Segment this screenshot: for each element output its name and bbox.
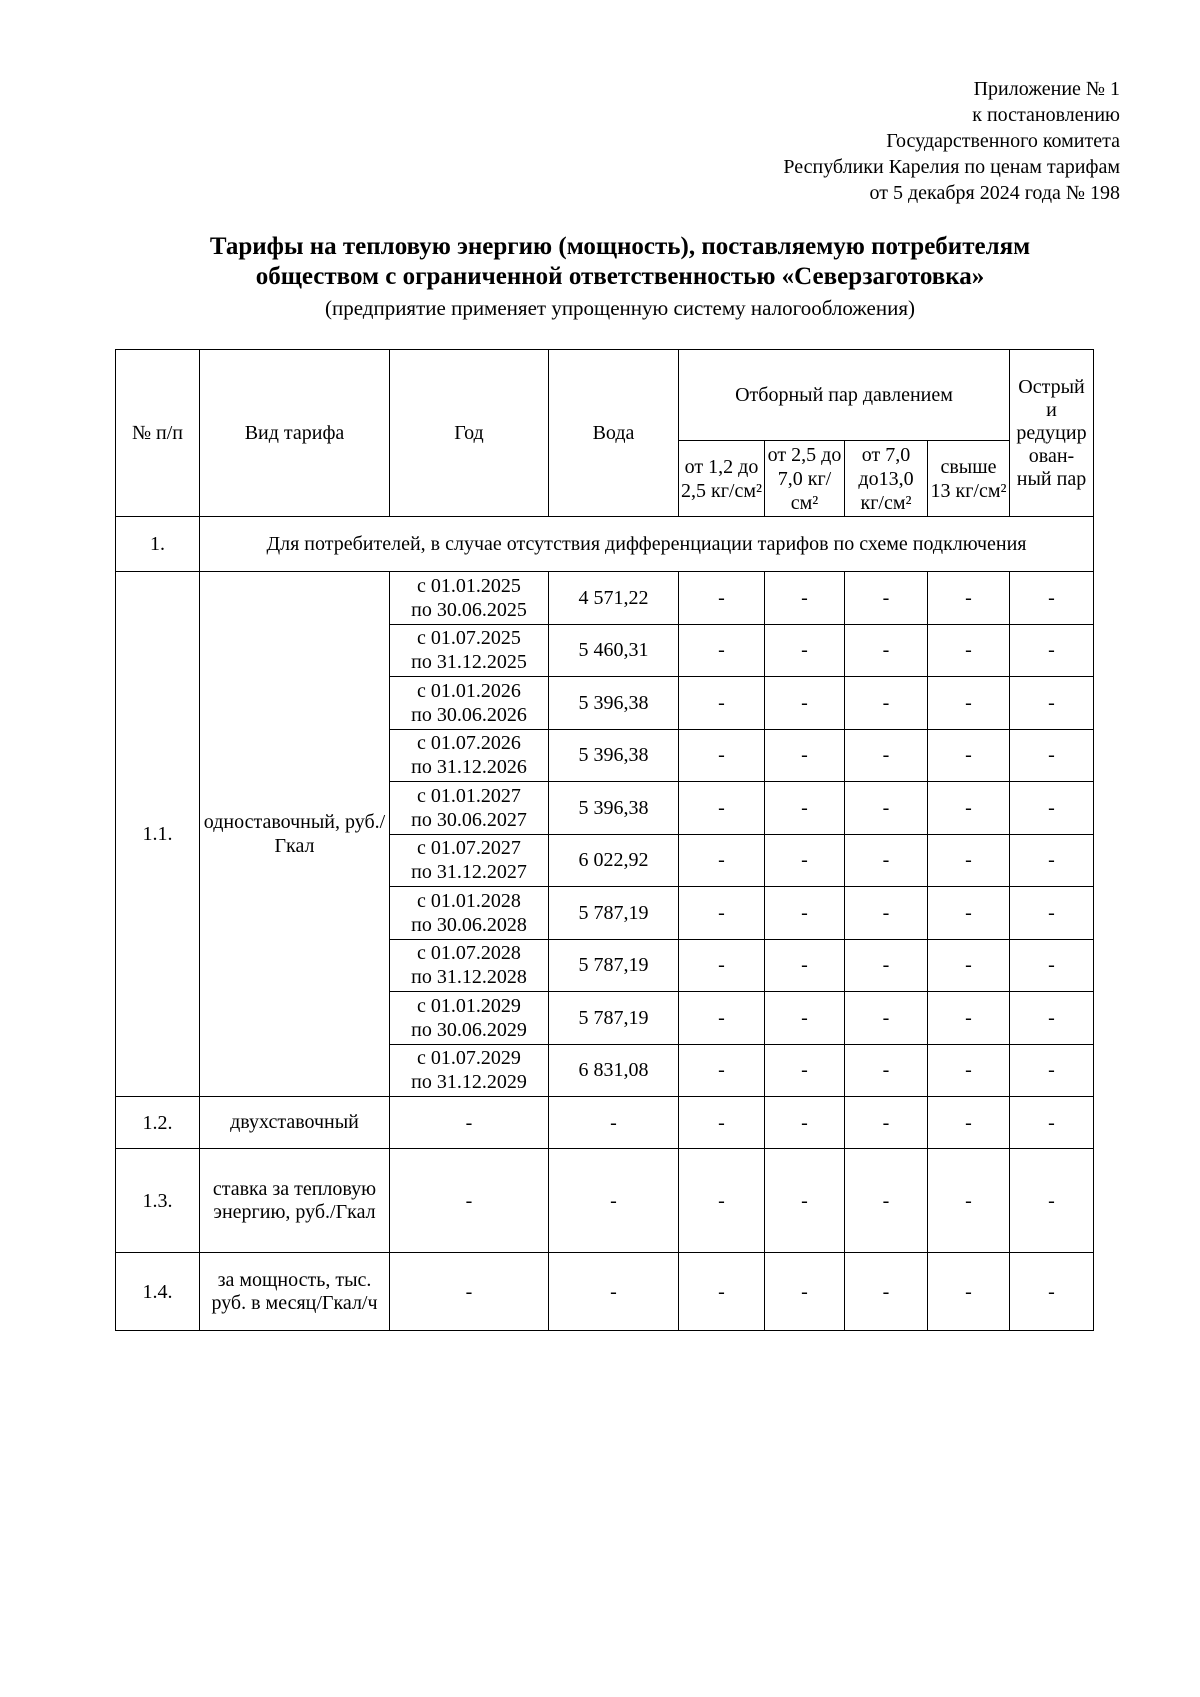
empty-value: - xyxy=(765,1097,845,1149)
tariff-type: за мощность, тыс. руб. в месяц/Гкал/ч xyxy=(200,1253,390,1331)
appendix-line: Государственного комитета xyxy=(886,130,1120,152)
row-num: 1.2. xyxy=(116,1097,200,1149)
table-row xyxy=(116,1097,1094,1149)
empty-value: - xyxy=(1010,887,1094,940)
empty-value: - xyxy=(1010,677,1094,730)
empty-value: - xyxy=(390,1097,549,1149)
table-row xyxy=(116,1253,1094,1331)
period-from: с 01.01.2025 xyxy=(417,574,521,597)
water-value: 5 396,38 xyxy=(549,677,679,730)
period-cell xyxy=(390,939,549,992)
empty-value: - xyxy=(1010,572,1094,625)
period-to: по 31.12.2029 xyxy=(411,1071,527,1094)
water-value: 5 396,38 xyxy=(549,782,679,835)
empty-value: - xyxy=(928,624,1010,677)
empty-value: - xyxy=(928,1097,1010,1149)
period-to: по 30.06.2029 xyxy=(411,1018,527,1041)
empty-value: - xyxy=(679,939,765,992)
empty-value: - xyxy=(928,992,1010,1045)
period-from: с 01.07.2026 xyxy=(417,732,521,755)
period-cell xyxy=(390,572,549,625)
tariff-type: одноставочный, руб./Гкал xyxy=(200,572,390,1097)
empty-value: - xyxy=(845,782,928,835)
period-cell xyxy=(390,782,549,835)
empty-value: - xyxy=(1010,834,1094,887)
period-from: с 01.07.2027 xyxy=(417,837,521,860)
empty-value: - xyxy=(679,1149,765,1253)
row-num: 1.1. xyxy=(116,572,200,1097)
empty-value: - xyxy=(928,1044,1010,1097)
empty-value: - xyxy=(549,1149,679,1253)
header-steam-group: Отборный пар давлением xyxy=(679,350,1010,441)
empty-value: - xyxy=(765,1253,845,1331)
title-line-2: обществом с ограниченной ответственностью «Северзаготовка» xyxy=(255,263,985,290)
empty-value: - xyxy=(679,572,765,625)
empty-value: - xyxy=(928,939,1010,992)
appendix-header xyxy=(783,76,1120,206)
period-cell xyxy=(390,624,549,677)
appendix-line: Приложение № 1 xyxy=(973,78,1120,100)
empty-value: - xyxy=(679,992,765,1045)
period-to: по 30.06.2025 xyxy=(411,598,527,621)
header-tariff-type: Вид тарифа xyxy=(200,350,390,517)
empty-value: - xyxy=(765,729,845,782)
appendix-line: к постановлению xyxy=(972,104,1120,126)
empty-value: - xyxy=(845,1044,928,1097)
empty-value: - xyxy=(928,677,1010,730)
section-num: 1. xyxy=(116,517,200,572)
empty-value: - xyxy=(1010,1044,1094,1097)
tariff-type: ставка за тепловую энергию, руб./Гкал xyxy=(200,1149,390,1253)
period-to: по 31.12.2025 xyxy=(411,651,527,674)
empty-value: - xyxy=(845,887,928,940)
table-row xyxy=(116,1149,1094,1253)
tariff-table xyxy=(115,349,1094,1331)
empty-value: - xyxy=(845,992,928,1045)
empty-value: - xyxy=(928,729,1010,782)
empty-value: - xyxy=(845,834,928,887)
water-value: 5 787,19 xyxy=(549,887,679,940)
water-value: 5 787,19 xyxy=(549,939,679,992)
empty-value: - xyxy=(765,572,845,625)
empty-value: - xyxy=(928,782,1010,835)
period-from: с 01.07.2029 xyxy=(417,1047,521,1070)
period-from: с 01.01.2029 xyxy=(417,994,521,1017)
period-cell xyxy=(390,677,549,730)
title-line-1: Тарифы на тепловую энергию (мощность), поставляемую потребителям xyxy=(209,233,1031,260)
period-cell xyxy=(390,1044,549,1097)
empty-value: - xyxy=(765,834,845,887)
section-row xyxy=(116,517,1094,572)
period-to: по 31.12.2027 xyxy=(411,861,527,884)
document-subtitle: (предприятие применяет упрощенную систему налогообложения) xyxy=(325,296,915,320)
empty-value: - xyxy=(1010,1149,1094,1253)
header-steam-13: свыше 13 кг/см² xyxy=(928,441,1010,517)
period-cell xyxy=(390,887,549,940)
empty-value: - xyxy=(679,1253,765,1331)
empty-value: - xyxy=(679,677,765,730)
period-to: по 30.06.2028 xyxy=(411,913,527,936)
empty-value: - xyxy=(845,1097,928,1149)
empty-value: - xyxy=(845,1149,928,1253)
period-from: с 01.07.2028 xyxy=(417,942,521,965)
header-steam-7-13: от 7,0 до13,0 кг/см² xyxy=(845,441,928,517)
empty-value: - xyxy=(1010,1097,1094,1149)
period-from: с 01.01.2027 xyxy=(417,784,521,807)
empty-value: - xyxy=(765,992,845,1045)
period-cell xyxy=(390,729,549,782)
document-title xyxy=(0,232,1200,292)
appendix-line: от 5 декабря 2024 года № 198 xyxy=(869,182,1120,204)
header-year: Год xyxy=(390,350,549,517)
header-sharp-steam: Острый и редуцир ован-ный пар xyxy=(1010,350,1094,517)
row-num: 1.4. xyxy=(116,1253,200,1331)
empty-value: - xyxy=(928,887,1010,940)
empty-value: - xyxy=(679,1097,765,1149)
section-text: Для потребителей, в случае отсутствия дифференциации тарифов по схеме подключения xyxy=(200,517,1094,572)
period-to: по 31.12.2028 xyxy=(411,966,527,989)
period-from: с 01.01.2026 xyxy=(417,679,521,702)
empty-value: - xyxy=(549,1097,679,1149)
header-num: № п/п xyxy=(116,350,200,517)
period-from: с 01.01.2028 xyxy=(417,889,521,912)
empty-value: - xyxy=(845,572,928,625)
empty-value: - xyxy=(1010,939,1094,992)
empty-value: - xyxy=(679,1044,765,1097)
empty-value: - xyxy=(845,1253,928,1331)
empty-value: - xyxy=(679,887,765,940)
empty-value: - xyxy=(928,1149,1010,1253)
tariff-type: двухставочный xyxy=(200,1097,390,1149)
appendix-line: Республики Карелия по ценам тарифам xyxy=(783,156,1120,178)
empty-value: - xyxy=(765,677,845,730)
row-num: 1.3. xyxy=(116,1149,200,1253)
header-steam-2-5-7: от 2,5 до 7,0 кг/см² xyxy=(765,441,845,517)
empty-value: - xyxy=(845,729,928,782)
empty-value: - xyxy=(845,624,928,677)
empty-value: - xyxy=(765,1044,845,1097)
water-value: 5 460,31 xyxy=(549,624,679,677)
water-value: 5 787,19 xyxy=(549,992,679,1045)
period-to: по 30.06.2026 xyxy=(411,703,527,726)
period-to: по 30.06.2027 xyxy=(411,808,527,831)
empty-value: - xyxy=(765,782,845,835)
empty-value: - xyxy=(679,834,765,887)
empty-value: - xyxy=(390,1253,549,1331)
empty-value: - xyxy=(765,1149,845,1253)
empty-value: - xyxy=(765,939,845,992)
empty-value: - xyxy=(549,1253,679,1331)
period-cell xyxy=(390,992,549,1045)
empty-value: - xyxy=(845,677,928,730)
header-row-1 xyxy=(116,350,1094,441)
period-cell xyxy=(390,834,549,887)
table-row xyxy=(116,572,1094,625)
header-steam-1-2-5: от 1,2 до 2,5 кг/см² xyxy=(679,441,765,517)
empty-value: - xyxy=(765,887,845,940)
water-value: 4 571,22 xyxy=(549,572,679,625)
empty-value: - xyxy=(679,729,765,782)
water-value: 6 831,08 xyxy=(549,1044,679,1097)
empty-value: - xyxy=(390,1149,549,1253)
period-from: с 01.07.2025 xyxy=(417,627,521,650)
period-to: по 31.12.2026 xyxy=(411,756,527,779)
empty-value: - xyxy=(679,782,765,835)
empty-value: - xyxy=(765,624,845,677)
header-water: Вода xyxy=(549,350,679,517)
water-value: 5 396,38 xyxy=(549,729,679,782)
empty-value: - xyxy=(1010,624,1094,677)
empty-value: - xyxy=(1010,729,1094,782)
empty-value: - xyxy=(928,572,1010,625)
empty-value: - xyxy=(1010,782,1094,835)
empty-value: - xyxy=(928,834,1010,887)
empty-value: - xyxy=(1010,992,1094,1045)
empty-value: - xyxy=(679,624,765,677)
empty-value: - xyxy=(928,1253,1010,1331)
empty-value: - xyxy=(1010,1253,1094,1331)
empty-value: - xyxy=(845,939,928,992)
water-value: 6 022,92 xyxy=(549,834,679,887)
